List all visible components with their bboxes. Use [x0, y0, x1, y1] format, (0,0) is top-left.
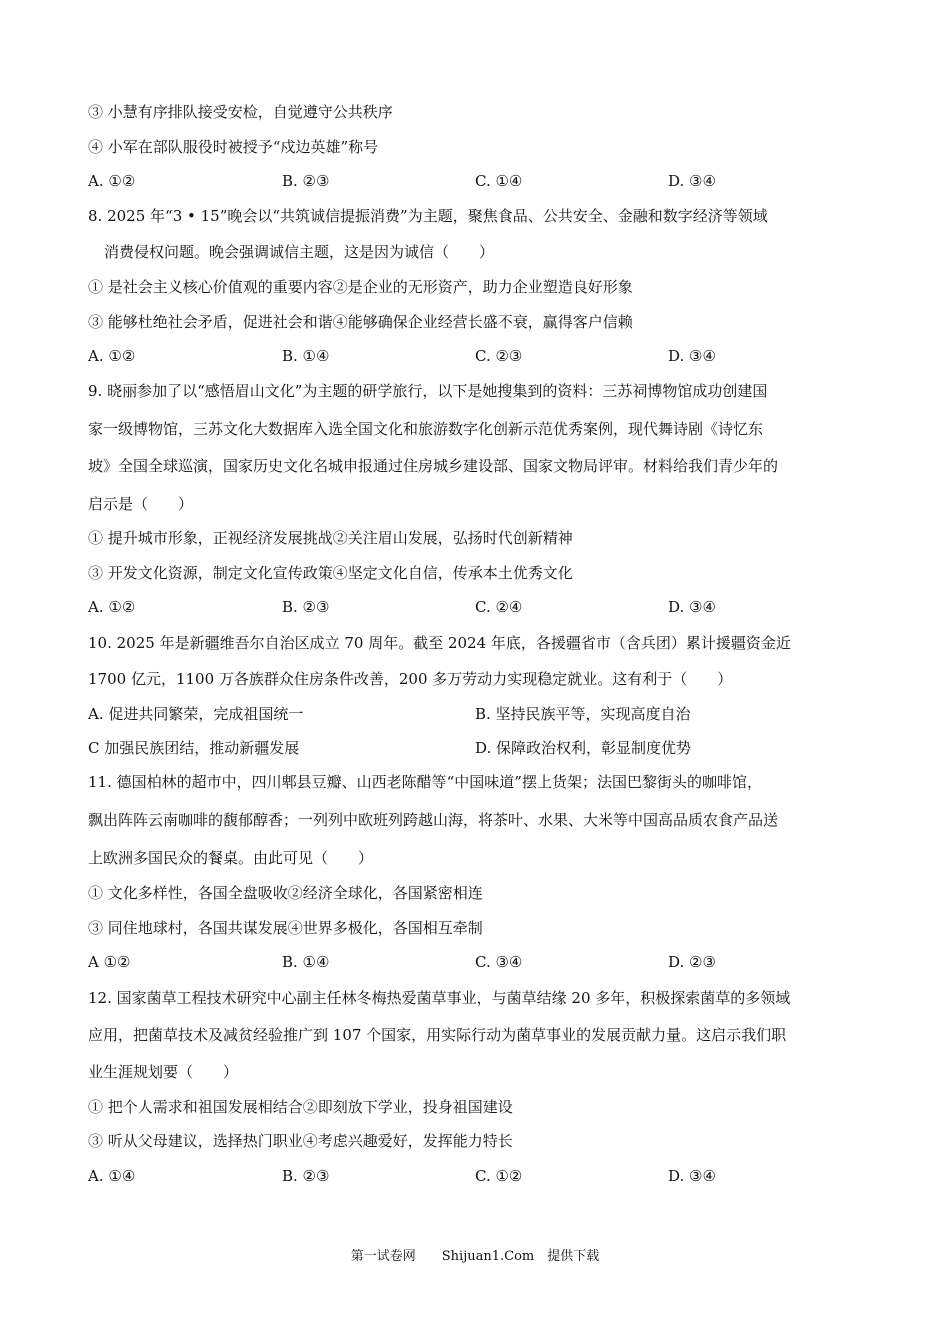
q12-stem-line1: 12. 国家菌草工程技术研究中心副主任林冬梅热爱菌草事业，与菌草结缘 20 多年，积极探索菌草的多领域 [88, 989, 791, 1007]
option-b: B. ①④ [282, 347, 330, 365]
q9-stem-line4: 启示是（ ） [88, 495, 194, 513]
option-c: C. ①② [475, 1167, 523, 1185]
option-a: A. ①② [88, 172, 136, 190]
q12-statements-2: ③ 听从父母建议，选择热门职业④考虑兴趣爱好，发挥能力特长 [88, 1132, 513, 1150]
statement-4: ④ 小军在部队服役时被授予“戍边英雄”称号 [88, 138, 379, 156]
option-b: B. 坚持民族平等，实现高度自治 [475, 705, 691, 723]
q8-stem-line1: 8. 2025 年“3 • 15”晚会以“共筑诚信提振消费”为主题，聚焦食品、公共安全、金融和数字经济等领域 [88, 207, 768, 225]
q9-stem-line2: 家一级博物馆，三苏文化大数据库入选全国文化和旅游数字化创新示范优秀案例，现代舞诗剧《诗忆东 [88, 420, 764, 438]
option-d: D. ③④ [668, 172, 716, 190]
option-b: B. ①④ [282, 953, 330, 971]
q8-statements-2: ③ 能够杜绝社会矛盾，促进社会和谐④能够确保企业经营长盛不衰，赢得客户信赖 [88, 313, 633, 331]
option-a: A. 促进共同繁荣，完成祖国统一 [88, 705, 304, 723]
option-d: D. 保障政治权利，彰显制度优势 [475, 739, 692, 757]
option-d: D. ③④ [668, 1167, 716, 1185]
option-c: C. ②③ [475, 347, 523, 365]
option-a: A ①② [88, 953, 131, 971]
option-c: C. ②④ [475, 598, 523, 616]
option-a: A. ①④ [88, 1167, 136, 1185]
option-b: B. ②③ [282, 598, 330, 616]
q9-statements-2: ③ 开发文化资源，制定文化宣传政策④坚定文化自信，传承本土优秀文化 [88, 564, 573, 582]
q11-stem-line3: 上欧洲多国民众的餐桌。由此可见（ ） [88, 849, 374, 867]
option-a: A. ①② [88, 598, 136, 616]
q12-stem-line3: 业生涯规划要（ ） [88, 1063, 239, 1081]
q10-stem-line1: 10. 2025 年是新疆维吾尔自治区成立 70 周年。截至 2024 年底，各援疆省市（含兵团）累计援疆资金近 [88, 634, 791, 652]
option-c: C. ①④ [475, 172, 523, 190]
q8-stem-line2: 消费侵权问题。晚会强调诚信主题，这是因为诚信（ ） [104, 243, 495, 261]
option-c: C 加强民族团结，推动新疆发展 [88, 739, 300, 757]
option-a: A. ①② [88, 347, 136, 365]
q12-statements-1: ① 把个人需求和祖国发展相结合②即刻放下学业，投身祖国建设 [88, 1098, 513, 1116]
option-b: B. ②③ [282, 172, 330, 190]
q9-stem-line3: 坡》全国全球巡演，国家历史文化名城申报通过住房城乡建设部、国家文物局评审。材料给我们青少年的 [88, 457, 779, 475]
option-c: C. ③④ [475, 953, 523, 971]
q11-stem-line1: 11. 德国柏林的超市中，四川郫县豆瓣、山西老陈醋等“中国味道”摆上货架；法国巴黎街头的咖啡馆， [88, 773, 762, 791]
q10-stem-line2: 1700 亿元，1100 万各族群众住房条件改善，200 多万劳动力实现稳定就业。这有利于（ ） [88, 670, 733, 688]
option-b: B. ②③ [282, 1167, 330, 1185]
q8-statements-1: ① 是社会主义核心价值观的重要内容②是企业的无形资产，助力企业塑造良好形象 [88, 278, 633, 296]
option-d: D. ②③ [668, 953, 716, 971]
q11-statements-1: ① 文化多样性，各国全盘吸收②经济全球化，各国紧密相连 [88, 884, 483, 902]
option-d: D. ③④ [668, 598, 716, 616]
q12-stem-line2: 应用，把菌草技术及减贫经验推广到 107 个国家，用实际行动为菌草事业的发展贡献力量。这启示我们职 [88, 1026, 787, 1044]
q11-stem-line2: 飘出阵阵云南咖啡的馥郁醇香；一列列中欧班列跨越山海，将茶叶、水果、大米等中国高品质农食产品送 [88, 811, 779, 829]
statement-3: ③ 小慧有序排队接受安检，自觉遵守公共秩序 [88, 103, 393, 121]
page-footer: 第一试卷网 Shijuan1.Com 提供下载 [350, 1249, 600, 1264]
q9-stem-line1: 9. 晓丽参加了以“感悟眉山文化”为主题的研学旅行，以下是她搜集到的资料：三苏祠博物馆成功创建国 [88, 382, 768, 400]
q11-statements-2: ③ 同住地球村，各国共谋发展④世界多极化，各国相互牵制 [88, 919, 483, 937]
option-d: D. ③④ [668, 347, 716, 365]
q9-statements-1: ① 提升城市形象，正视经济发展挑战②关注眉山发展，弘扬时代创新精神 [88, 529, 573, 547]
